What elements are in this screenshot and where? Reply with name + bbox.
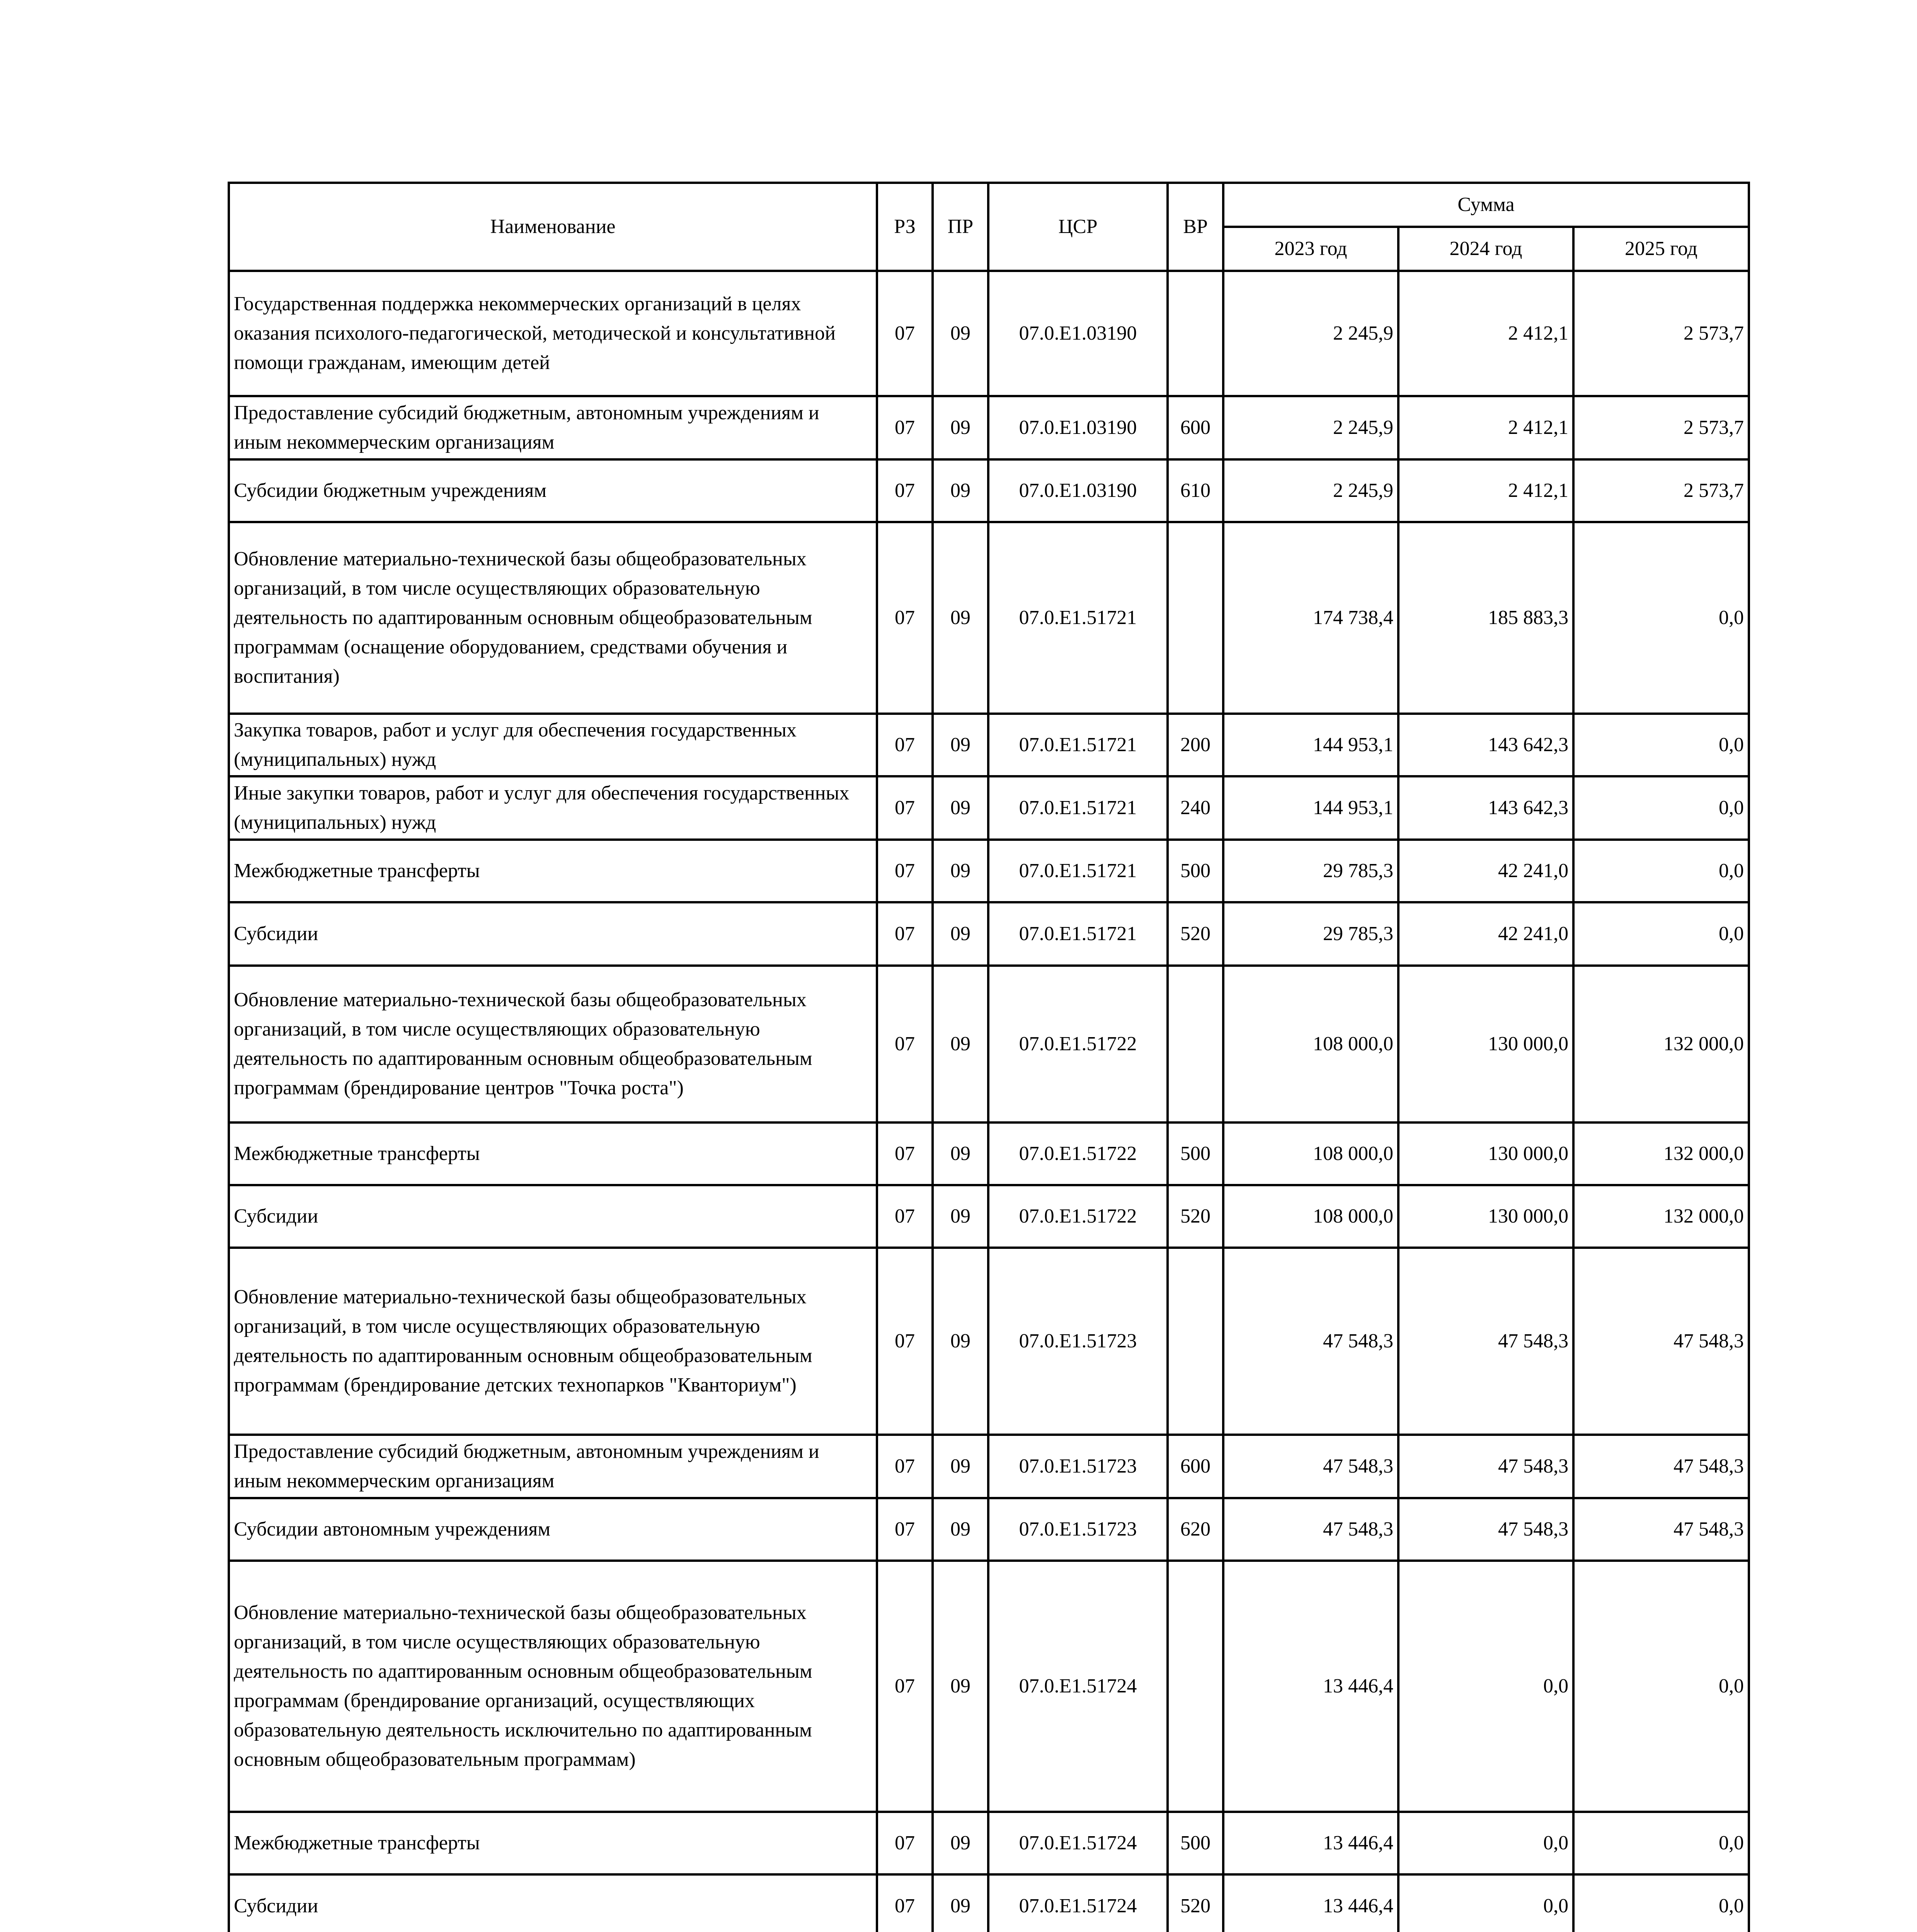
row-pr: 09	[933, 776, 988, 840]
row-rz: 07	[877, 1122, 933, 1185]
row-pr: 09	[933, 714, 988, 776]
row-sum-2023: 2 245,9	[1223, 271, 1398, 396]
row-vr: 500	[1168, 840, 1223, 902]
row-sum-2024: 47 548,3	[1398, 1498, 1573, 1561]
row-sum-2025: 0,0	[1573, 840, 1749, 902]
row-name: Межбюджетные трансферты	[229, 1122, 877, 1185]
row-sum-2023: 144 953,1	[1223, 776, 1398, 840]
row-vr	[1168, 1248, 1223, 1435]
row-name: Субсидии	[229, 1874, 877, 1932]
table-row	[229, 522, 1749, 714]
row-vr: 520	[1168, 1874, 1223, 1932]
row-name: Иные закупки товаров, работ и услуг для обеспечения государственных (муниципальных) нужд	[229, 776, 877, 840]
row-sum-2025: 0,0	[1573, 714, 1749, 776]
row-sum-2025: 2 573,7	[1573, 271, 1749, 396]
row-pr: 09	[933, 1812, 988, 1874]
row-sum-2025: 132 000,0	[1573, 1185, 1749, 1248]
row-csr: 07.0.E1.51723	[988, 1435, 1168, 1498]
row-name: Предоставление субсидий бюджетным, автономным учреждениям и иным некоммерческим организациям	[229, 1435, 877, 1498]
row-sum-2025: 0,0	[1573, 902, 1749, 966]
row-sum-2023: 174 738,4	[1223, 522, 1398, 714]
table-row	[229, 966, 1749, 1122]
row-csr: 07.0.E1.51724	[988, 1561, 1168, 1812]
row-vr	[1168, 522, 1223, 714]
row-vr	[1168, 966, 1223, 1122]
header-pr: ПР	[933, 183, 988, 271]
row-sum-2023: 47 548,3	[1223, 1498, 1398, 1561]
header-sum: Сумма	[1223, 183, 1749, 227]
table-row	[229, 1561, 1749, 1812]
row-sum-2025: 0,0	[1573, 1812, 1749, 1874]
table-row	[229, 1498, 1749, 1561]
row-csr: 07.0.E1.51723	[988, 1248, 1168, 1435]
row-vr: 500	[1168, 1122, 1223, 1185]
row-pr: 09	[933, 902, 988, 966]
row-pr: 09	[933, 1435, 988, 1498]
row-pr: 09	[933, 840, 988, 902]
row-sum-2023: 2 245,9	[1223, 396, 1398, 459]
row-rz: 07	[877, 1498, 933, 1561]
row-csr: 07.0.E1.51721	[988, 902, 1168, 966]
row-name: Межбюджетные трансферты	[229, 1812, 877, 1874]
row-rz: 07	[877, 396, 933, 459]
row-sum-2024: 130 000,0	[1398, 1122, 1573, 1185]
row-sum-2024: 0,0	[1398, 1561, 1573, 1812]
row-pr: 09	[933, 396, 988, 459]
row-name: Субсидии	[229, 902, 877, 966]
row-rz: 07	[877, 776, 933, 840]
table-row	[229, 396, 1749, 459]
header-row	[229, 183, 1749, 227]
row-csr: 07.0.E1.03190	[988, 271, 1168, 396]
row-sum-2024: 0,0	[1398, 1812, 1573, 1874]
row-sum-2025: 0,0	[1573, 522, 1749, 714]
row-name: Субсидии автономным учреждениям	[229, 1498, 877, 1561]
row-sum-2023: 29 785,3	[1223, 902, 1398, 966]
row-rz: 07	[877, 966, 933, 1122]
table-row	[229, 1874, 1749, 1932]
row-sum-2023: 144 953,1	[1223, 714, 1398, 776]
row-csr: 07.0.E1.51721	[988, 776, 1168, 840]
row-sum-2025: 47 548,3	[1573, 1498, 1749, 1561]
table-row	[229, 1185, 1749, 1248]
row-name: Государственная поддержка некоммерческих организаций в целях оказания психолого-педагогической, методической и консультативной помощи гражданам, имеющим детей	[229, 271, 877, 396]
table-row	[229, 840, 1749, 902]
row-pr: 09	[933, 459, 988, 522]
row-rz: 07	[877, 1812, 933, 1874]
row-name: Межбюджетные трансферты	[229, 840, 877, 902]
row-sum-2024: 0,0	[1398, 1874, 1573, 1932]
row-sum-2023: 47 548,3	[1223, 1248, 1398, 1435]
header-year-2024: 2024 год	[1398, 227, 1573, 271]
row-sum-2025: 47 548,3	[1573, 1248, 1749, 1435]
row-sum-2025: 132 000,0	[1573, 966, 1749, 1122]
row-sum-2023: 13 446,4	[1223, 1561, 1398, 1812]
row-sum-2024: 42 241,0	[1398, 902, 1573, 966]
row-rz: 07	[877, 1185, 933, 1248]
row-sum-2025: 132 000,0	[1573, 1122, 1749, 1185]
row-vr: 610	[1168, 459, 1223, 522]
row-sum-2025: 0,0	[1573, 1561, 1749, 1812]
row-vr: 240	[1168, 776, 1223, 840]
row-sum-2024: 47 548,3	[1398, 1435, 1573, 1498]
row-sum-2024: 2 412,1	[1398, 396, 1573, 459]
row-csr: 07.0.E1.51722	[988, 1185, 1168, 1248]
table-row	[229, 1122, 1749, 1185]
row-vr: 600	[1168, 396, 1223, 459]
row-sum-2024: 42 241,0	[1398, 840, 1573, 902]
row-sum-2025: 0,0	[1573, 776, 1749, 840]
row-vr: 520	[1168, 902, 1223, 966]
table-row	[229, 271, 1749, 396]
row-sum-2024: 47 548,3	[1398, 1248, 1573, 1435]
row-rz: 07	[877, 714, 933, 776]
row-rz: 07	[877, 1874, 933, 1932]
row-rz: 07	[877, 902, 933, 966]
row-pr: 09	[933, 271, 988, 396]
row-sum-2024: 2 412,1	[1398, 271, 1573, 396]
row-sum-2024: 143 642,3	[1398, 714, 1573, 776]
row-vr: 520	[1168, 1185, 1223, 1248]
table-row	[229, 1248, 1749, 1435]
row-name: Обновление материально-технической базы общеобразовательных организаций, в том числе осуществляющих образовательную деятельность по адаптированным основным общеобразовательным программам (брендирование центров "Точка роста")	[229, 966, 877, 1122]
row-rz: 07	[877, 1248, 933, 1435]
row-sum-2023: 13 446,4	[1223, 1874, 1398, 1932]
row-sum-2023: 47 548,3	[1223, 1435, 1398, 1498]
header-vr: ВР	[1168, 183, 1223, 271]
row-csr: 07.0.E1.03190	[988, 459, 1168, 522]
row-sum-2025: 0,0	[1573, 1874, 1749, 1932]
row-sum-2024: 185 883,3	[1398, 522, 1573, 714]
row-sum-2023: 108 000,0	[1223, 966, 1398, 1122]
header-year-2023: 2023 год	[1223, 227, 1398, 271]
row-csr: 07.0.E1.51721	[988, 522, 1168, 714]
row-vr: 600	[1168, 1435, 1223, 1498]
table-row	[229, 459, 1749, 522]
row-vr: 500	[1168, 1812, 1223, 1874]
table-row	[229, 776, 1749, 840]
row-sum-2025: 47 548,3	[1573, 1435, 1749, 1498]
row-rz: 07	[877, 459, 933, 522]
budget-table	[228, 182, 1750, 1932]
row-name: Субсидии	[229, 1185, 877, 1248]
row-sum-2023: 2 245,9	[1223, 459, 1398, 522]
row-sum-2025: 2 573,7	[1573, 459, 1749, 522]
row-name: Субсидии бюджетным учреждениям	[229, 459, 877, 522]
row-csr: 07.0.E1.51722	[988, 966, 1168, 1122]
row-sum-2023: 108 000,0	[1223, 1185, 1398, 1248]
table-row	[229, 1435, 1749, 1498]
row-pr: 09	[933, 522, 988, 714]
row-rz: 07	[877, 522, 933, 714]
row-rz: 07	[877, 271, 933, 396]
row-sum-2024: 130 000,0	[1398, 1185, 1573, 1248]
row-sum-2024: 143 642,3	[1398, 776, 1573, 840]
row-pr: 09	[933, 1874, 988, 1932]
row-csr: 07.0.E1.51724	[988, 1874, 1168, 1932]
row-sum-2023: 29 785,3	[1223, 840, 1398, 902]
header-name: Наименование	[229, 183, 877, 271]
row-pr: 09	[933, 966, 988, 1122]
row-sum-2024: 130 000,0	[1398, 966, 1573, 1122]
header-rz: РЗ	[877, 183, 933, 271]
row-csr: 07.0.E1.03190	[988, 396, 1168, 459]
row-rz: 07	[877, 1435, 933, 1498]
row-vr	[1168, 271, 1223, 396]
row-csr: 07.0.E1.51724	[988, 1812, 1168, 1874]
table-row	[229, 714, 1749, 776]
row-vr: 620	[1168, 1498, 1223, 1561]
row-pr: 09	[933, 1498, 988, 1561]
row-pr: 09	[933, 1561, 988, 1812]
row-vr: 200	[1168, 714, 1223, 776]
row-vr	[1168, 1561, 1223, 1812]
row-name: Обновление материально-технической базы общеобразовательных организаций, в том числе осуществляющих образовательную деятельность по адаптированным основным общеобразовательным программам (брендирование детских технопарков "Кванториум")	[229, 1248, 877, 1435]
row-pr: 09	[933, 1248, 988, 1435]
row-sum-2023: 108 000,0	[1223, 1122, 1398, 1185]
row-sum-2023: 13 446,4	[1223, 1812, 1398, 1874]
header-csr: ЦСР	[988, 183, 1168, 271]
row-pr: 09	[933, 1122, 988, 1185]
table-row	[229, 1812, 1749, 1874]
row-csr: 07.0.E1.51723	[988, 1498, 1168, 1561]
row-csr: 07.0.E1.51721	[988, 714, 1168, 776]
row-name: Закупка товаров, работ и услуг для обеспечения государственных (муниципальных) нужд	[229, 714, 877, 776]
row-rz: 07	[877, 1561, 933, 1812]
row-csr: 07.0.E1.51721	[988, 840, 1168, 902]
table-row	[229, 902, 1749, 966]
row-sum-2024: 2 412,1	[1398, 459, 1573, 522]
row-name: Обновление материально-технической базы общеобразовательных организаций, в том числе осуществляющих образовательную деятельность по адаптированным основным общеобразовательным программам (оснащение оборудованием, средствами обучения и воспитания)	[229, 522, 877, 714]
header-year-2025: 2025 год	[1573, 227, 1749, 271]
row-pr: 09	[933, 1185, 988, 1248]
row-rz: 07	[877, 840, 933, 902]
row-name: Предоставление субсидий бюджетным, автономным учреждениям и иным некоммерческим организациям	[229, 396, 877, 459]
row-name: Обновление материально-технической базы общеобразовательных организаций, в том числе осуществляющих образовательную деятельность по адаптированным основным общеобразовательным программам (брендирование организаций, осуществляющих образовательную деятельность исключительно по адаптированным основным общеобразовательным программам)	[229, 1561, 877, 1812]
row-csr: 07.0.E1.51722	[988, 1122, 1168, 1185]
row-sum-2025: 2 573,7	[1573, 396, 1749, 459]
